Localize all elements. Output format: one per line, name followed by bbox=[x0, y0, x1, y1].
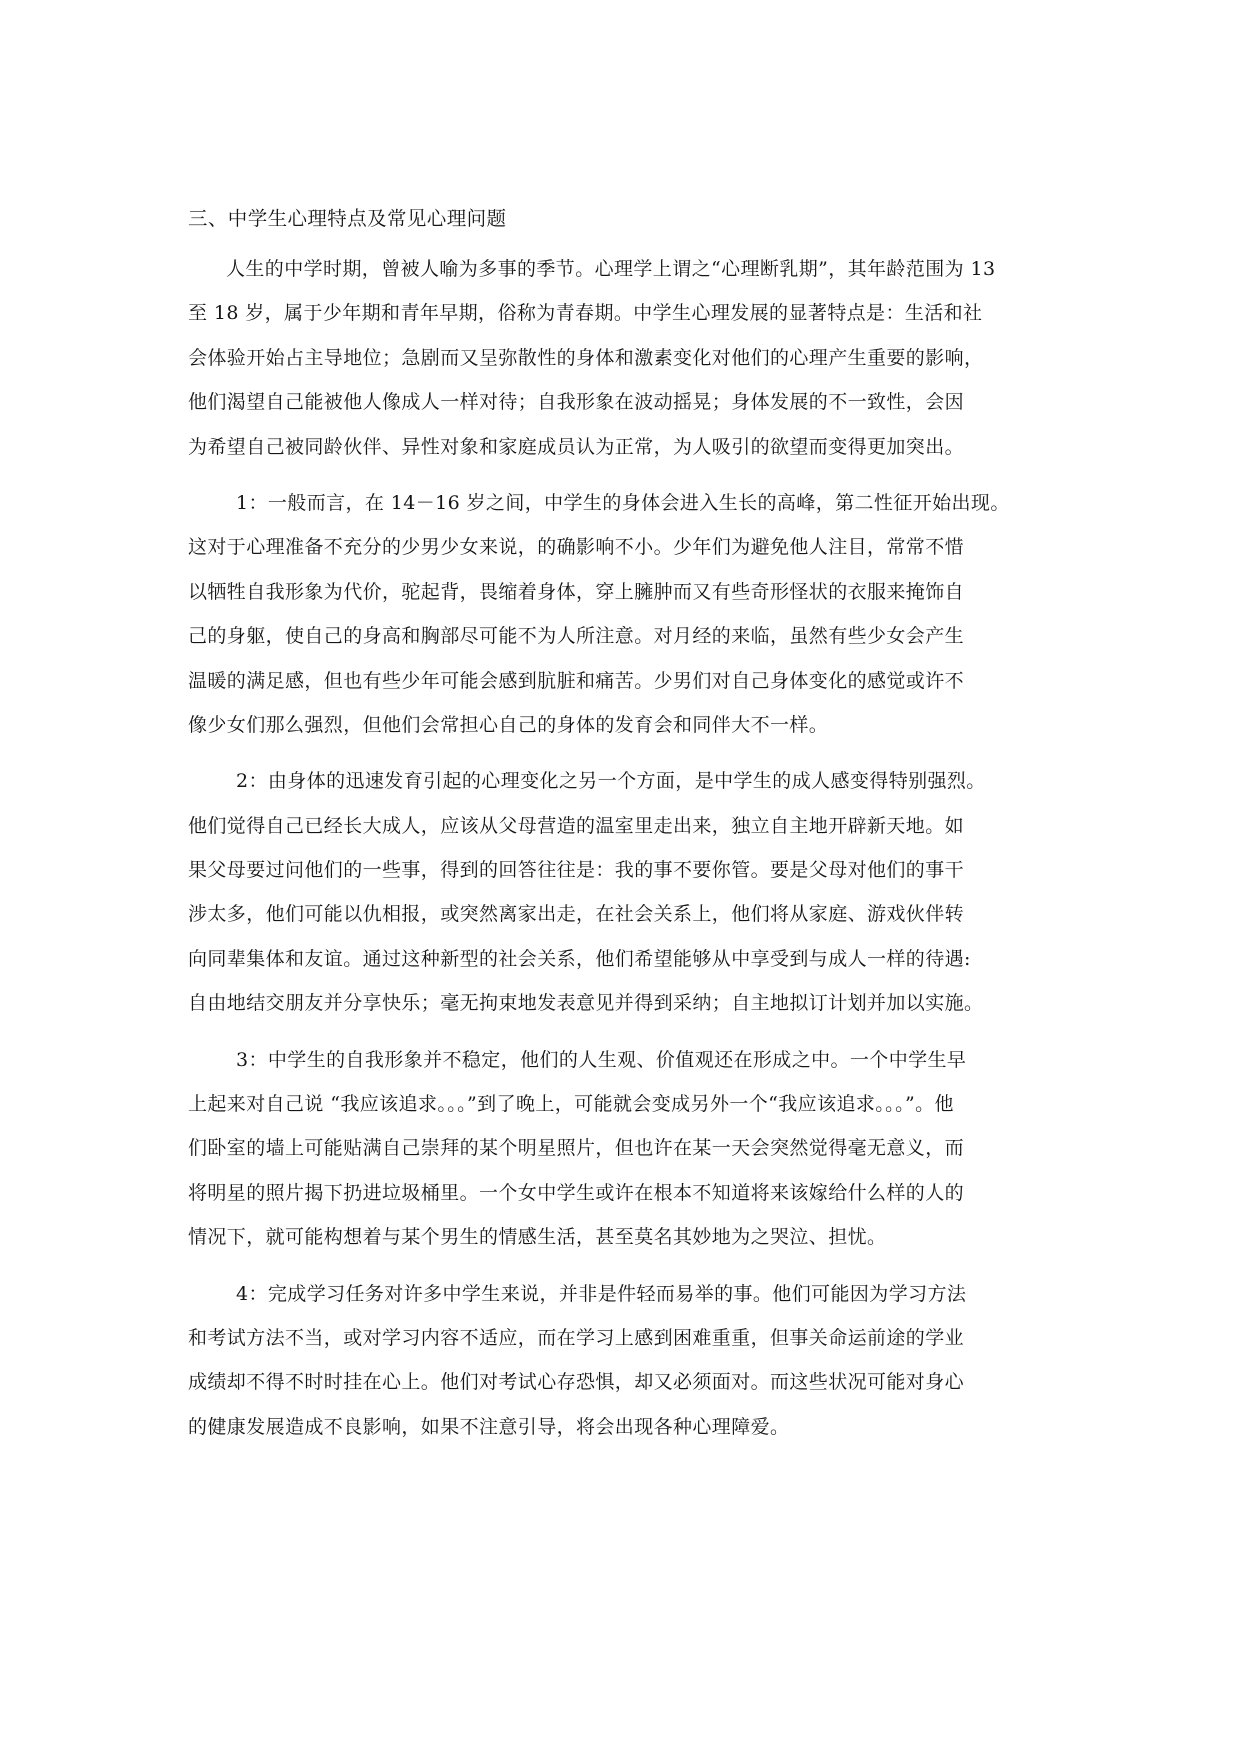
text-line: 他们渴望自己能被他人像成人一样对待；自我形象在波动摇晃；身体发展的不一致性，会因 bbox=[188, 391, 965, 414]
paragraph-3 bbox=[188, 759, 1068, 1025]
text-line: 会体验开始占主导地位；急剧而又呈弥散性的身体和激素变化对他们的心理产生重要的影响， bbox=[188, 346, 984, 369]
text-line: 情况下，就可能构想着与某个男生的情感生活，甚至莫名其妙地为之哭泣、担忧。 bbox=[188, 1226, 887, 1249]
text-line: 温暖的满足感，但也有些少年可能会感到肮脏和痛苦。少男们对自己身体变化的感觉或许不 bbox=[188, 669, 965, 692]
text-line: 上起来对自己说 “我应该追求。。。”到了晚上，可能就会变成另外一个“我应该追求。。。”。他 bbox=[188, 1093, 954, 1116]
text-line: 将明星的照片揭下扔进垃圾桶里。一个女中学生或许在根本不知道将来该嫁给什么样的人的 bbox=[188, 1181, 965, 1204]
text-line: 3：中学生的自我形象并不稳定，他们的人生观、价值观还在形成之中。一个中学生早 bbox=[236, 1048, 967, 1071]
paragraph-list bbox=[188, 247, 1068, 1449]
text-line: 己的身躯，使自己的身高和胸部尽可能不为人所注意。对月经的来临，虽然有些少女会产生 bbox=[188, 625, 965, 648]
text-line: 和考试方法不当，或对学习内容不适应，而在学习上感到困难重重，但事关命运前途的学业 bbox=[188, 1326, 965, 1349]
text-line: 成绩却不得不时时挂在心上。他们对考试心存恐惧，却又必须面对。而这些状况可能对身心 bbox=[188, 1371, 965, 1394]
text-line: 至 18 岁，属于少年期和青年早期，俗称为青春期。中学生心理发展的显著特点是：生活和社 bbox=[188, 302, 983, 325]
text-line: 们卧室的墙上可能贴满自己崇拜的某个明星照片，但也许在某一天会突然觉得毫无意义，而 bbox=[188, 1137, 965, 1160]
text-line: 自由地结交朋友并分享快乐；毫无拘束地发表意见并得到采纳；自主地拟订计划并加以实施。 bbox=[188, 992, 984, 1015]
text-line: 果父母要过问他们的一些事，得到的回答往往是：我的事不要你管。要是父母对他们的事干 bbox=[188, 859, 965, 882]
paragraph-2 bbox=[188, 481, 1068, 747]
paragraph-1 bbox=[188, 247, 1068, 469]
section-heading: 三、中学生心理特点及常见心理问题 bbox=[188, 207, 507, 230]
text-line: 涉太多，他们可能以仇相报，或突然离家出走，在社会关系上，他们将从家庭、游戏伙伴转 bbox=[188, 903, 965, 926]
text-line: 以牺牲自我形象为代价，驼起背，畏缩着身体，穿上臃肿而又有些奇形怪状的衣服来掩饰自 bbox=[188, 580, 965, 603]
text-line: 这对于心理准备不充分的少男少女来说，的确影响不小。少年们为避免他人注目，常常不惜 bbox=[188, 536, 965, 559]
text-line: 像少女们那么强烈，但他们会常担心自己的身体的发育会和同伴大不一样。 bbox=[188, 713, 829, 736]
text-line: 的健康发展造成不良影响，如果不注意引导，将会出现各种心理障爱。 bbox=[188, 1415, 790, 1438]
paragraph-4 bbox=[188, 1038, 1068, 1260]
document-body bbox=[188, 197, 1068, 1461]
text-line: 为希望自己被同龄伙伴、异性对象和家庭成员认为正常，为人吸引的欲望而变得更加突出。 bbox=[188, 435, 965, 458]
text-line: 2：由身体的迅速发育引起的心理变化之另一个方面，是中学生的成人感变得特别强烈。 bbox=[236, 770, 986, 793]
text-line: 他们觉得自己已经长大成人，应该从父母营造的温室里走出来，独立自主地开辟新天地。如 bbox=[188, 814, 965, 837]
paragraph-5 bbox=[188, 1272, 1068, 1450]
text-line: 向同辈集体和友谊。通过这种新型的社会关系，他们希望能够从中享受到与成人一样的待遇: bbox=[188, 947, 971, 970]
text-line: 人生的中学时期，曾被人喻为多事的季节。心理学上谓之“心理断乳期”，其年龄范围为 13 bbox=[226, 258, 996, 280]
text-line: 1：一般而言，在 14－16 岁之间，中学生的身体会进入生长的高峰，第二性征开始出现。 bbox=[236, 491, 1010, 514]
text-line: 4：完成学习任务对许多中学生来说，并非是件轻而易举的事。他们可能因为学习方法 bbox=[236, 1282, 967, 1305]
